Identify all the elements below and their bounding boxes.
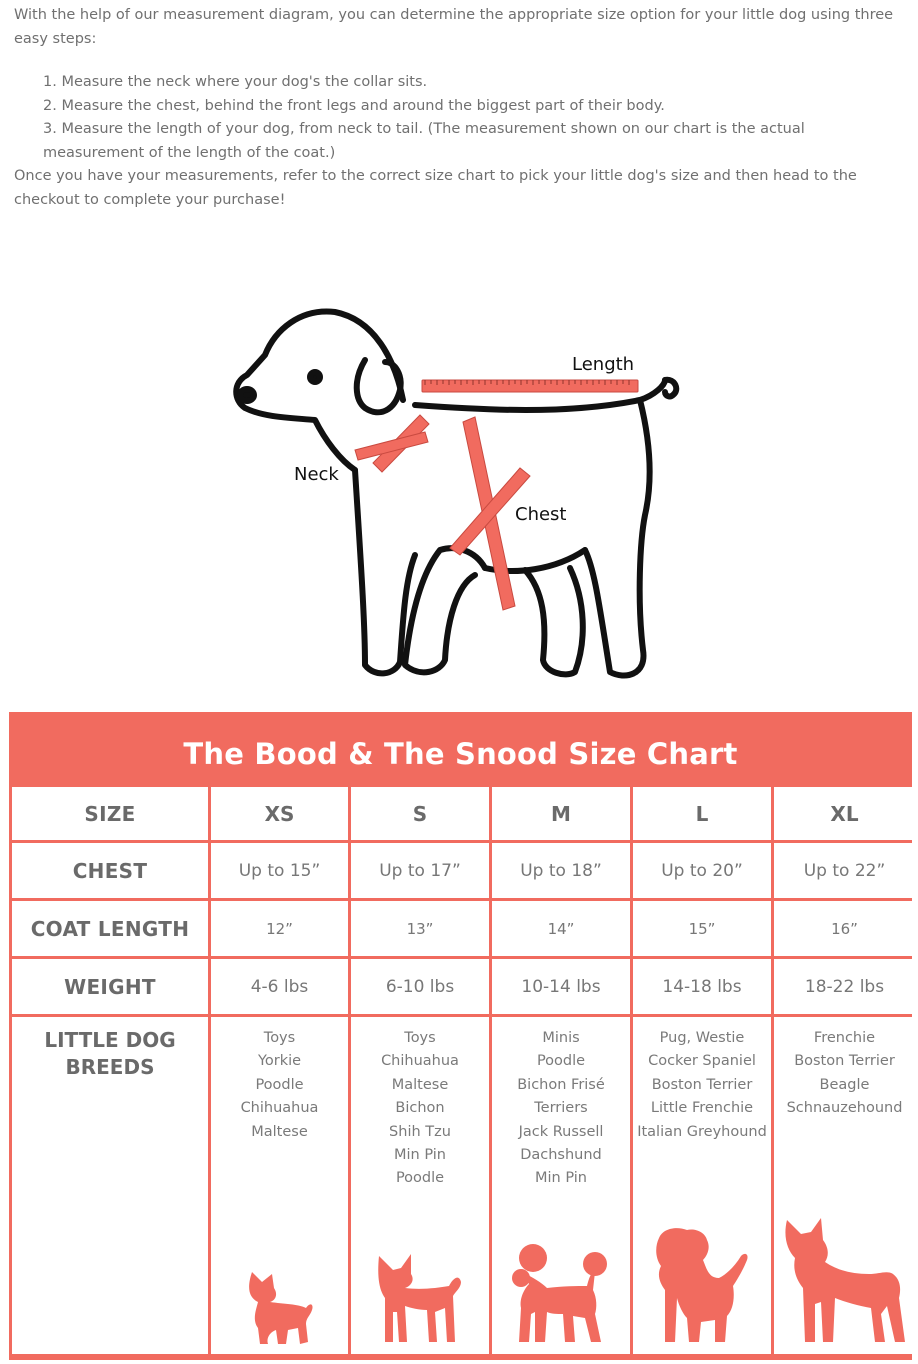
- breed-item: Terriers: [534, 1100, 588, 1117]
- breeds-label-line: LITTLE DOG: [44, 1028, 176, 1052]
- chest-cell: Up to 22”: [774, 843, 915, 898]
- chest-cell: Up to 15”: [211, 843, 348, 898]
- chihuahua-silhouette-icon: [375, 1252, 465, 1348]
- size-xs-header: XS: [211, 787, 348, 840]
- breed-item: Chihuahua: [240, 1100, 319, 1117]
- breed-item: Min Pin: [394, 1147, 446, 1164]
- yorkie-silhouette-icon: [244, 1268, 316, 1348]
- weight-cell: 14-18 lbs: [633, 959, 771, 1014]
- breed-item: Schnauzehound: [786, 1100, 903, 1117]
- breed-item: Min Pin: [535, 1170, 587, 1187]
- chest-label: Chest: [515, 504, 567, 525]
- size-s-header: S: [351, 787, 489, 840]
- chest-row-label: CHEST: [12, 843, 208, 898]
- breed-item: Boston Terrier: [794, 1053, 895, 1070]
- breed-item: Bichon: [395, 1100, 445, 1117]
- coat-length-cell: 14”: [492, 901, 630, 956]
- size-table: [12, 787, 909, 1354]
- coat-length-row-label: COAT LENGTH: [12, 901, 208, 956]
- terrier-silhouette-icon: [653, 1226, 751, 1348]
- weight-cell: 6-10 lbs: [351, 959, 489, 1014]
- breed-item: Beagle: [819, 1076, 870, 1093]
- breed-item: Boston Terrier: [651, 1076, 753, 1093]
- length-label: Length: [572, 354, 635, 375]
- coat-length-cell: 16”: [774, 901, 915, 956]
- breed-item: Shih Tzu: [389, 1123, 451, 1140]
- chart-title: The Bood & The Snood Size Chart: [183, 737, 738, 771]
- chest-cell: Up to 18”: [492, 843, 630, 898]
- boston-terrier-silhouette-icon: [781, 1218, 909, 1348]
- breed-item: Cocker Spaniel: [648, 1053, 756, 1070]
- breed-item: Little Frenchie: [650, 1100, 754, 1117]
- breed-item: Yorkie: [257, 1053, 302, 1070]
- intro-text: With the help of our measurement diagram, you can determine the appropriate size option for your little dog using three easy steps:: [14, 7, 894, 47]
- size-chart: [9, 712, 912, 1360]
- breed-list: [241, 1027, 319, 1144]
- breed-item: Toys: [404, 1030, 436, 1046]
- breeds-cell-xs: [211, 1017, 348, 1354]
- breed-item: Minis: [542, 1030, 580, 1046]
- breeds-cell-xl: [774, 1017, 915, 1354]
- breed-list: [787, 1027, 903, 1121]
- breed-item: Pug, Westie: [659, 1030, 745, 1046]
- breed-list: [381, 1027, 459, 1191]
- breeds-cell-m: [492, 1017, 630, 1354]
- step-item: 1. Measure the neck where your dog's the collar sits.: [43, 74, 428, 90]
- breed-list: [637, 1027, 767, 1144]
- breed-item: Frenchie: [813, 1030, 876, 1046]
- breed-item: Maltese: [251, 1123, 308, 1140]
- breed-item: Dachshund: [520, 1147, 602, 1164]
- dog-measurement-illustration: [225, 300, 695, 695]
- breed-item: Jack Russell: [518, 1123, 604, 1140]
- breed-item: Toys: [263, 1030, 296, 1046]
- breed-item: Bichon Frisé: [517, 1076, 605, 1093]
- breeds-cell-l: [633, 1017, 771, 1354]
- step-item: 3. Measure the length of your dog, from neck to tail. (The measurement shown on our chart is the actual measurement of the length of the coat.): [43, 121, 805, 161]
- intro-section: [14, 4, 904, 212]
- breed-list: [517, 1027, 605, 1191]
- breed-item: Maltese: [391, 1076, 449, 1093]
- outro-text: Once you have your measurements, refer to the correct size chart to pick your little dog's size and then head to the checkout to complete your purchase!: [14, 168, 857, 208]
- breed-item: Italian Greyhound: [637, 1123, 767, 1140]
- coat-length-cell: 12”: [211, 901, 348, 956]
- breeds-label-line: BREEDS: [65, 1055, 155, 1079]
- chest-cell: Up to 20”: [633, 843, 771, 898]
- poodle-silhouette-icon: [511, 1242, 611, 1348]
- size-m-header: M: [492, 787, 630, 840]
- breeds-row-label: [12, 1017, 208, 1354]
- size-l-header: L: [633, 787, 771, 840]
- step-item: 2. Measure the chest, behind the front legs and around the biggest part of their body.: [43, 97, 665, 114]
- breed-item: Poodle: [395, 1170, 445, 1187]
- neck-label: Neck: [294, 464, 339, 485]
- size-row-label: SIZE: [12, 787, 208, 840]
- weight-cell: 4-6 lbs: [211, 959, 348, 1014]
- chest-cell: Up to 17”: [351, 843, 489, 898]
- breed-item: Poodle: [255, 1076, 304, 1093]
- breed-item: Poodle: [536, 1053, 586, 1070]
- weight-cell: 10-14 lbs: [492, 959, 630, 1014]
- breeds-cell-s: [351, 1017, 489, 1354]
- coat-length-cell: 13”: [351, 901, 489, 956]
- coat-length-cell: 15”: [633, 901, 771, 956]
- size-xl-header: XL: [774, 787, 915, 840]
- breed-item: Chihuahua: [381, 1053, 459, 1070]
- measurement-steps: [14, 71, 904, 165]
- weight-cell: 18-22 lbs: [774, 959, 915, 1014]
- measurement-diagram: [225, 300, 695, 695]
- weight-row-label: WEIGHT: [12, 959, 208, 1014]
